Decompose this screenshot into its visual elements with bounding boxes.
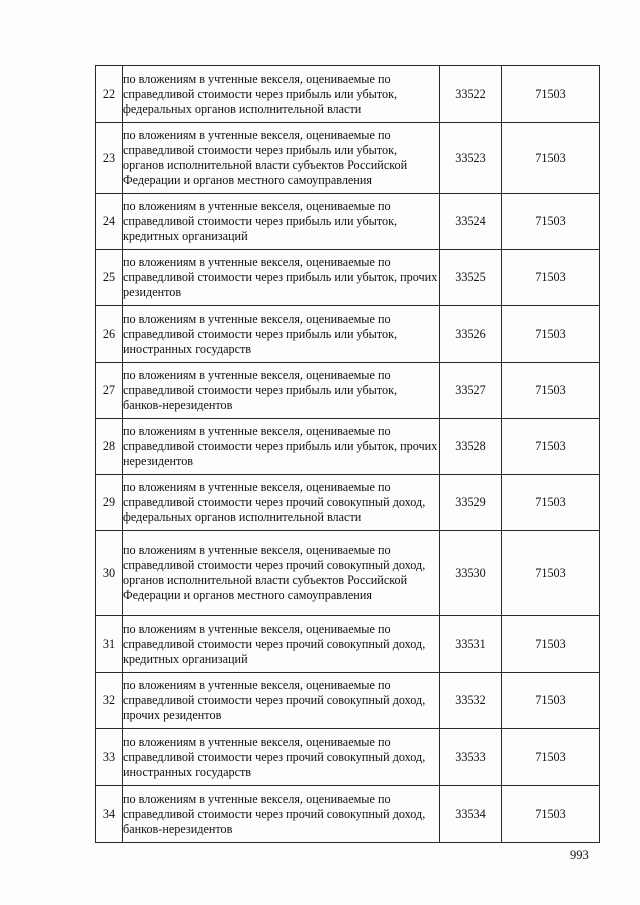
row-symbol: 71503 [502, 786, 600, 843]
row-description: по вложениям в учтенные векселя, оцениваемые по справедливой стоимости через прочий совокупный доход, кредитных организаций [123, 616, 440, 673]
row-code: 33525 [440, 250, 502, 306]
row-number: 34 [96, 786, 123, 843]
row-number: 23 [96, 123, 123, 194]
row-symbol: 71503 [502, 616, 600, 673]
row-description: по вложениям в учтенные векселя, оцениваемые по справедливой стоимости через прибыль или убыток, прочих нерезидентов [123, 419, 440, 475]
row-code: 33534 [440, 786, 502, 843]
row-symbol: 71503 [502, 250, 600, 306]
table-row [96, 363, 600, 419]
row-symbol: 71503 [502, 419, 600, 475]
account-table-body [96, 66, 600, 843]
row-number: 30 [96, 531, 123, 616]
page-number: 993 [570, 848, 589, 862]
row-symbol: 71503 [502, 729, 600, 786]
row-number: 33 [96, 729, 123, 786]
table-row [96, 250, 600, 306]
table-row [96, 66, 600, 123]
table-row [96, 475, 600, 531]
table-row [96, 123, 600, 194]
row-code: 33524 [440, 194, 502, 250]
table-row [96, 673, 600, 729]
row-description: по вложениям в учтенные векселя, оцениваемые по справедливой стоимости через прочий совокупный доход, иностранных государств [123, 729, 440, 786]
account-table [95, 65, 600, 843]
row-description: по вложениям в учтенные векселя, оцениваемые по справедливой стоимости через прочий совокупный доход, федеральных органов исполнительной власти [123, 475, 440, 531]
row-number: 27 [96, 363, 123, 419]
row-symbol: 71503 [502, 306, 600, 363]
row-code: 33522 [440, 66, 502, 123]
row-description: по вложениям в учтенные векселя, оцениваемые по справедливой стоимости через прибыль или убыток, прочих резидентов [123, 250, 440, 306]
row-code: 33523 [440, 123, 502, 194]
row-code: 33530 [440, 531, 502, 616]
row-symbol: 71503 [502, 66, 600, 123]
row-code: 33528 [440, 419, 502, 475]
row-description: по вложениям в учтенные векселя, оцениваемые по справедливой стоимости через прочий совокупный доход, банков-нерезидентов [123, 786, 440, 843]
table-row [96, 616, 600, 673]
row-symbol: 71503 [502, 194, 600, 250]
table-row [96, 306, 600, 363]
table-row [96, 531, 600, 616]
row-code: 33526 [440, 306, 502, 363]
row-symbol: 71503 [502, 475, 600, 531]
row-description: по вложениям в учтенные векселя, оцениваемые по справедливой стоимости через прибыль или убыток, федеральных органов исполнительной власти [123, 66, 440, 123]
row-symbol: 71503 [502, 363, 600, 419]
row-description: по вложениям в учтенные векселя, оцениваемые по справедливой стоимости через прибыль или убыток, иностранных государств [123, 306, 440, 363]
row-code: 33529 [440, 475, 502, 531]
row-code: 33533 [440, 729, 502, 786]
row-number: 24 [96, 194, 123, 250]
row-symbol: 71503 [502, 531, 600, 616]
row-description: по вложениям в учтенные векселя, оцениваемые по справедливой стоимости через прибыль или убыток, банков-нерезидентов [123, 363, 440, 419]
table-row [96, 729, 600, 786]
table-row [96, 194, 600, 250]
row-symbol: 71503 [502, 123, 600, 194]
row-number: 25 [96, 250, 123, 306]
row-number: 32 [96, 673, 123, 729]
table-row [96, 419, 600, 475]
row-description: по вложениям в учтенные векселя, оцениваемые по справедливой стоимости через прибыль или убыток, кредитных организаций [123, 194, 440, 250]
row-number: 22 [96, 66, 123, 123]
table-row [96, 786, 600, 843]
row-number: 26 [96, 306, 123, 363]
row-description: по вложениям в учтенные векселя, оцениваемые по справедливой стоимости через прочий совокупный доход, органов исполнительной власти субъектов Российской Федерации и органов местного самоуправления [123, 531, 440, 616]
row-code: 33531 [440, 616, 502, 673]
row-code: 33532 [440, 673, 502, 729]
row-code: 33527 [440, 363, 502, 419]
row-description: по вложениям в учтенные векселя, оцениваемые по справедливой стоимости через прочий совокупный доход, прочих резидентов [123, 673, 440, 729]
row-number: 29 [96, 475, 123, 531]
row-number: 31 [96, 616, 123, 673]
row-number: 28 [96, 419, 123, 475]
row-description: по вложениям в учтенные векселя, оцениваемые по справедливой стоимости через прибыль или убыток, органов исполнительной власти субъектов Российской Федерации и органов местного самоуправления [123, 123, 440, 194]
row-symbol: 71503 [502, 673, 600, 729]
